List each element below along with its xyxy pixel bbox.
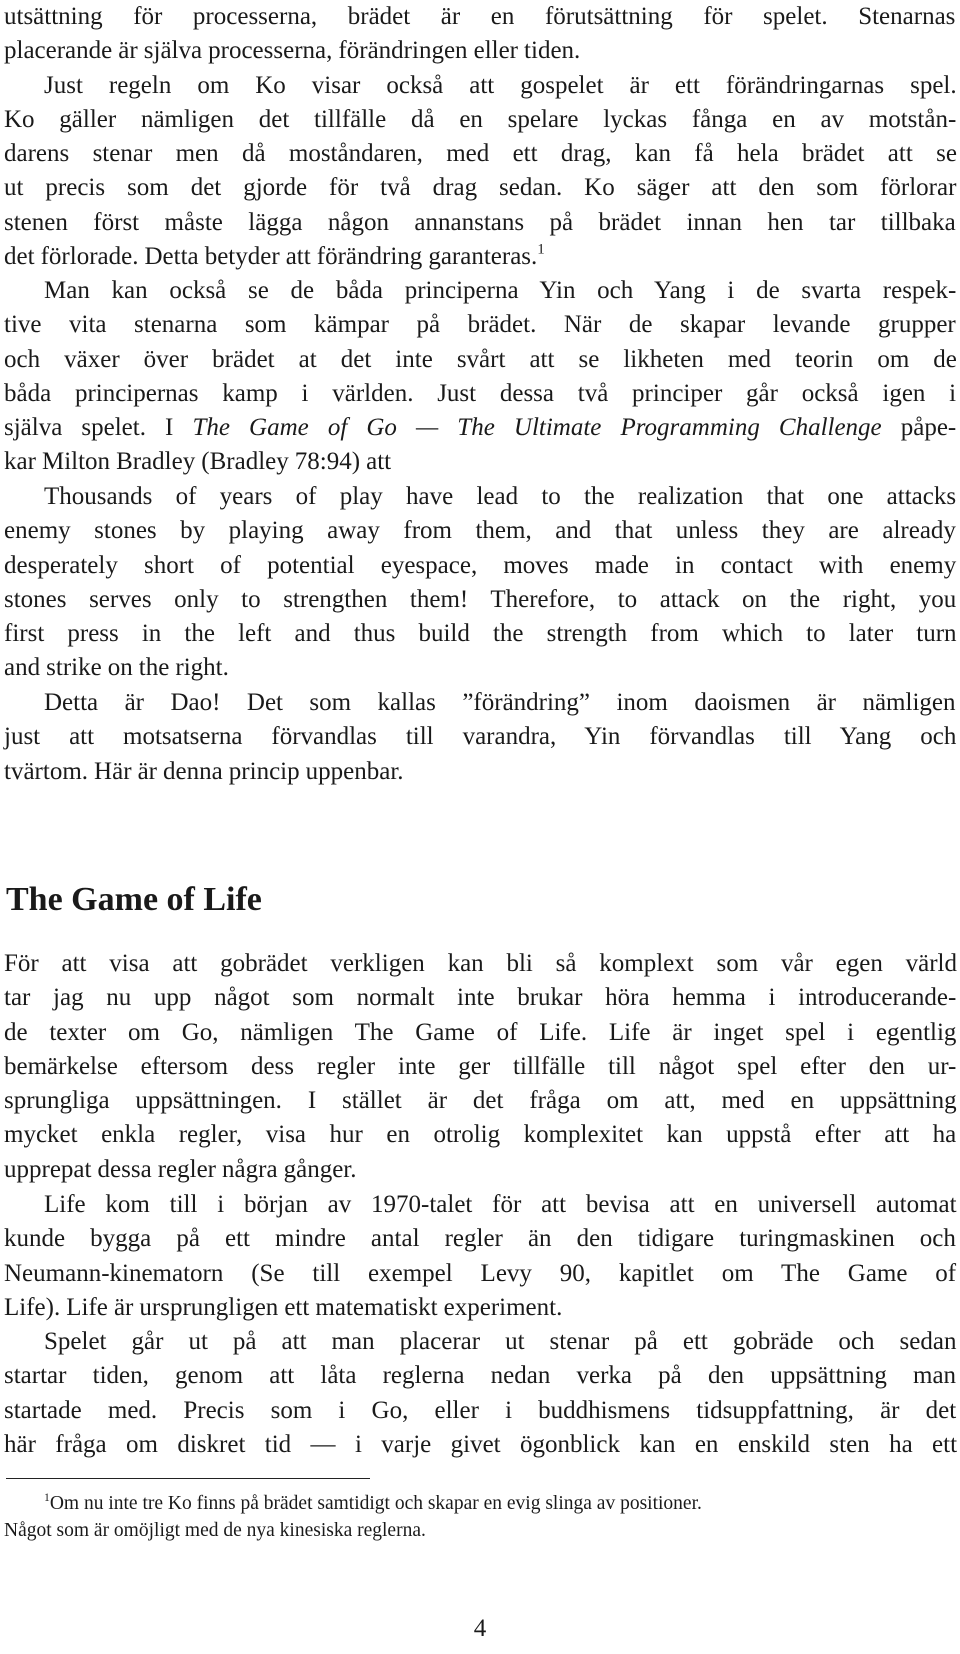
text-line: tive vita stenarna som kämpar på brädet. När de skapar levande grupper	[4, 311, 956, 339]
paragraph-game-of-life-intro	[4, 947, 958, 1187]
text-line: tvärtom. Här är denna princip uppenbar.	[4, 757, 404, 785]
paragraph-yin-yang	[4, 274, 957, 480]
footnote-text: Om nu inte tre Ko finns på brädet samtidigt och skapar en evig slinga av positioner.	[49, 1493, 702, 1514]
section-heading: The Game of Life	[6, 881, 262, 918]
text-line: Just regeln om Ko visar också att gospelet är ett förändringarnas spel.	[44, 71, 957, 99]
block-quote	[4, 480, 957, 686]
text-line: Life). Life är ursprungligen ett matematiskt experiment.	[4, 1293, 563, 1321]
footnote-mark: 1	[44, 1490, 50, 1504]
paragraph-ko-rule	[4, 0, 957, 274]
footnote	[4, 1490, 954, 1544]
quote-line: Thousands of years of play have lead to the realization that one attacks	[44, 483, 957, 510]
text-line: bemärkelse eftersom dess regler inte ger tillfälle till något spel efter den ur-	[4, 1052, 957, 1080]
text-line: Spelet går ut på att man placerar ut stenar på ett gobräde och sedan	[44, 1328, 957, 1355]
paragraph-dao	[4, 686, 957, 789]
footnote-divider	[6, 1478, 370, 1479]
text-line: Ko gäller nämligen det tillfälle då en spelare lyckas fånga en av motstån-	[4, 105, 957, 133]
text-line	[4, 411, 957, 445]
text-line: de texter om Go, nämligen The Game of Life. Life är inget spel i egentlig	[4, 1018, 957, 1046]
text-line: här fråga om diskret tid — i varje givet ögonblick kan en enskild sten ha ett	[4, 1430, 958, 1458]
text-line: utsättning för processerna, brädet är en förutsättning för spelet. Stenarnas	[4, 3, 956, 30]
text-line: startade med. Precis som i Go, eller i buddhismens tidsuppfattning, är det	[4, 1396, 957, 1424]
text-line: Neumann-kinematorn (Se till exempel Levy 90, kapitlet om The Game of	[4, 1259, 957, 1287]
paragraph-life-history	[4, 1188, 957, 1325]
text-line: placerande är själva processerna, förändringen eller tiden.	[4, 37, 581, 65]
text-line-content: det förlorade. Detta betyder att förändring garanteras.	[4, 243, 538, 271]
text-line: just att motsatserna förvandlas till varandra, Yin förvandlas till Yang och	[4, 723, 957, 751]
page-number: 4	[473, 1615, 487, 1642]
text-line: båda principernas kamp i världen. Just dessa två principer går också igen i	[4, 379, 957, 407]
text-line: Man kan också se de båda principerna Yin och Yang i de svarta respek-	[44, 277, 957, 304]
text-segment: påpe-	[881, 414, 957, 442]
quote-line: first press in the left and thus build the strength from which to later turn	[4, 620, 957, 648]
paragraph-rules	[4, 1325, 958, 1462]
text-line: För att visa att gobrädet verkligen kan bli så komplext som vår egen värld	[4, 950, 958, 977]
quote-line: stones serves only to strengthen them! Therefore, to attack on the right, you	[4, 585, 957, 613]
footnote-reference: 1	[537, 241, 545, 258]
text-line: ut precis som det gjorde för två drag sedan. Ko säger att den som förlorar	[4, 174, 957, 202]
text-segment: själva spelet. I	[4, 414, 193, 442]
text-line: Detta är Dao! Det som kallas ”förändring” inom daoismen är nämligen	[44, 689, 956, 716]
text-line: upprepat dessa regler några gånger.	[4, 1155, 357, 1183]
footnote-line: Något som är omöjligt med de nya kinesiska reglerna.	[4, 1520, 426, 1541]
text-line: och växer över brädet at det inte svårt att se likheten med teorin om de	[4, 345, 957, 373]
text-line: tar jag nu upp något som normalt inte brukar höra hemma i introducerande-	[4, 984, 957, 1012]
text-line: kunde bygga på ett mindre antal regler än den tidigare turingmaskinen och	[4, 1225, 956, 1253]
text-line: stenen först måste lägga någon annanstans på brädet innan hen tar tillbaka	[4, 208, 956, 236]
text-line: startar tiden, genom att låta reglerna nedan verka på den uppsättning man	[4, 1362, 957, 1390]
quote-line: enemy stones by playing away from them, and that unless they are already	[4, 517, 956, 545]
text-line: Life kom till i början av 1970-talet för att bevisa att en universell automat	[44, 1191, 957, 1218]
footnote-line	[4, 1490, 954, 1517]
text-line: mycket enkla regler, visa hur en otrolig komplexitet kan uppstå efter att ha	[4, 1121, 957, 1149]
text-line: darens stenar men då moståndaren, med ett drag, kan få hela brädet att se	[4, 140, 957, 168]
quote-line: desperately short of potential eyespace, moves made in contact with enemy	[4, 551, 957, 579]
text-line: kar Milton Bradley (Bradley 78:94) att	[4, 448, 392, 476]
book-title: The Game of Go — The Ultimate Programming Challenge	[192, 414, 882, 442]
document-page	[4, 0, 956, 1654]
text-line	[4, 240, 954, 274]
text-line: sprungliga uppsättningen. I stället är det fråga om att, med en uppsättning	[4, 1087, 957, 1115]
quote-line: and strike on the right.	[4, 654, 229, 682]
